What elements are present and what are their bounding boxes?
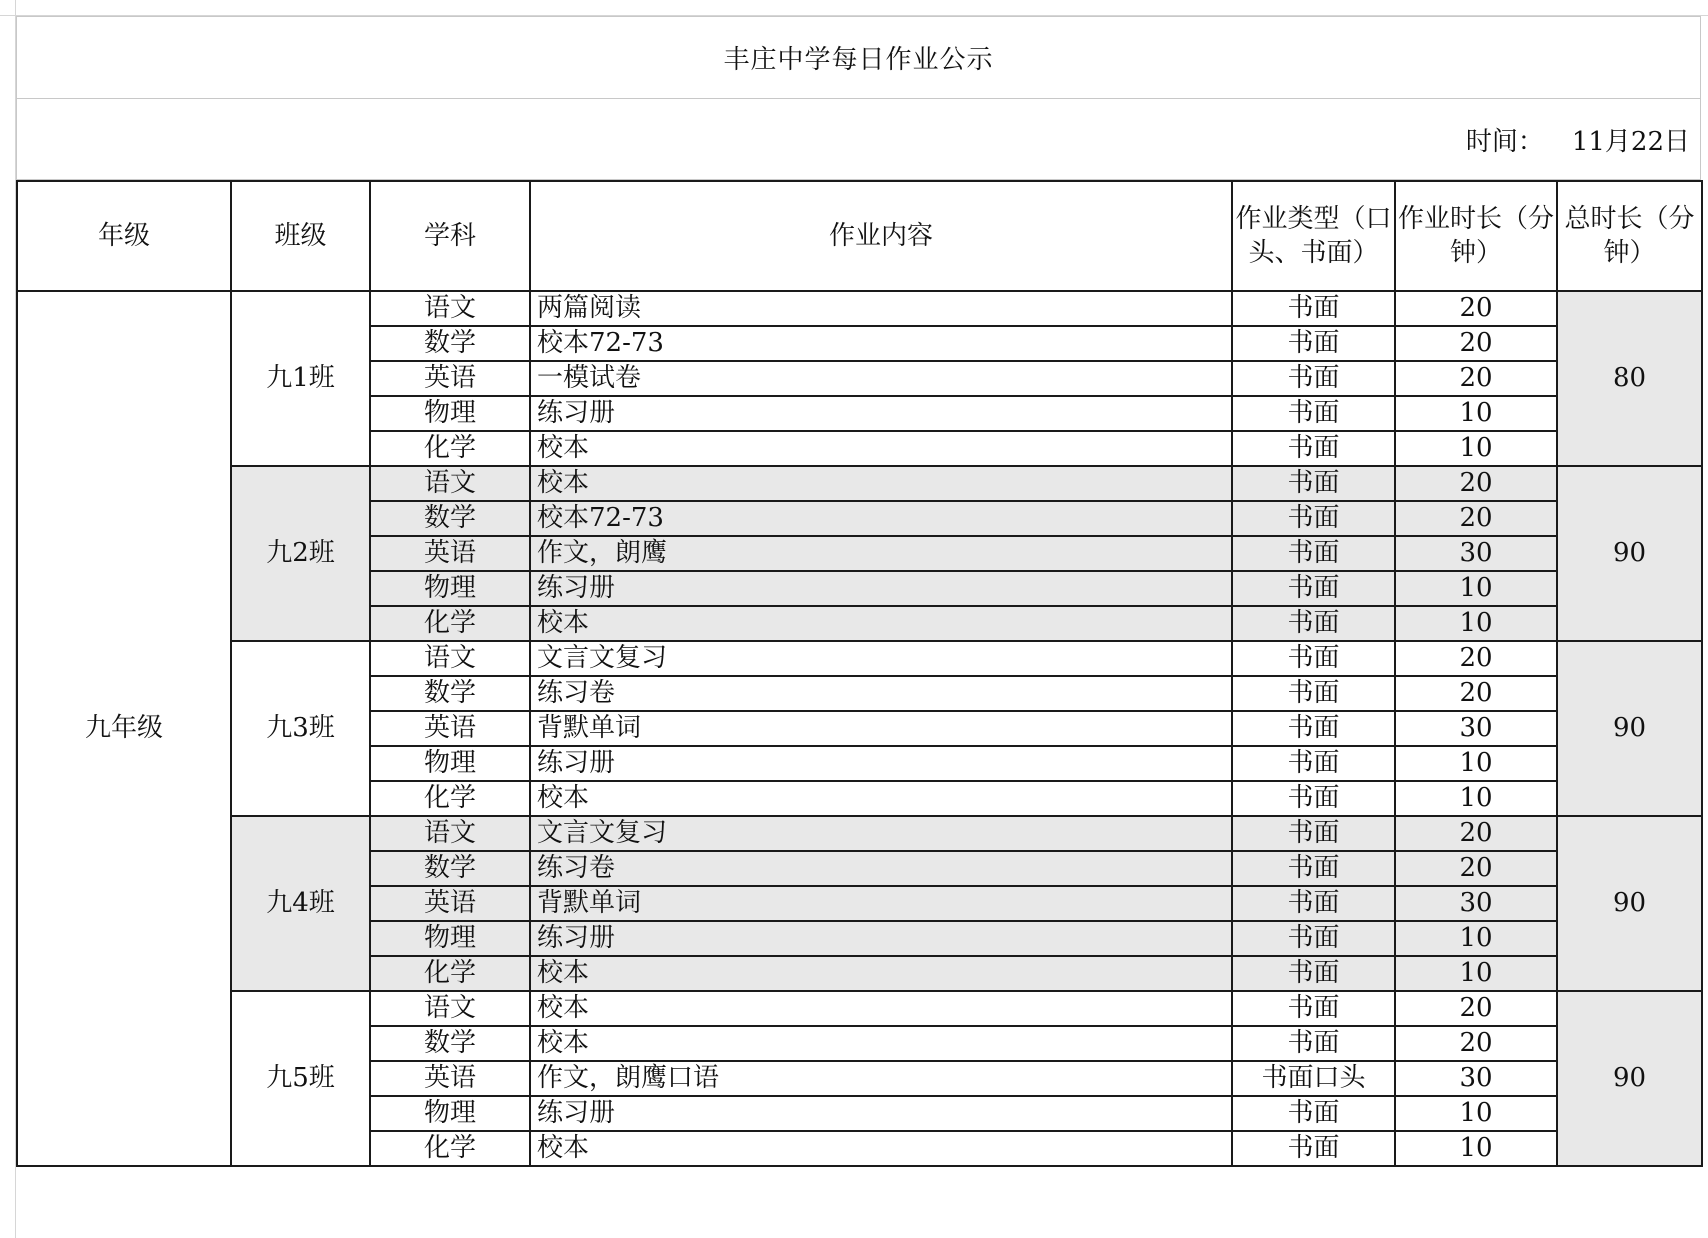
header-type: 作业类型（口头、书面） — [1232, 181, 1395, 291]
content-cell: 校本 — [530, 1026, 1232, 1061]
type-cell: 书面 — [1232, 816, 1395, 851]
duration-cell: 20 — [1395, 361, 1557, 396]
class-cell: 九4班 — [231, 816, 370, 991]
type-cell: 书面 — [1232, 711, 1395, 746]
type-cell: 书面口头 — [1232, 1061, 1395, 1096]
duration-cell: 20 — [1395, 991, 1557, 1026]
content-cell: 校本72-73 — [530, 326, 1232, 361]
subject-cell: 化学 — [370, 956, 530, 991]
type-cell: 书面 — [1232, 641, 1395, 676]
duration-cell: 10 — [1395, 746, 1557, 781]
subject-cell: 英语 — [370, 361, 530, 396]
header-content: 作业内容 — [530, 181, 1232, 291]
total-cell: 80 — [1557, 291, 1702, 466]
content-cell: 练习册 — [530, 571, 1232, 606]
duration-cell: 10 — [1395, 1131, 1557, 1166]
header-class: 班级 — [231, 181, 370, 291]
duration-cell: 10 — [1395, 431, 1557, 466]
type-cell: 书面 — [1232, 361, 1395, 396]
homework-table — [16, 180, 1703, 1167]
content-cell: 校本 — [530, 466, 1232, 501]
content-cell: 作文，朗鹰口语 — [530, 1061, 1232, 1096]
duration-cell: 10 — [1395, 396, 1557, 431]
duration-cell: 20 — [1395, 851, 1557, 886]
header-total: 总时长（分钟） — [1557, 181, 1702, 291]
header-grade: 年级 — [17, 181, 231, 291]
subject-cell: 语文 — [370, 466, 530, 501]
sheet-gridline-left — [0, 0, 16, 1238]
content-cell: 校本 — [530, 1131, 1232, 1166]
duration-cell: 20 — [1395, 1026, 1557, 1061]
grade-cell: 九年级 — [17, 291, 231, 1166]
content-cell: 文言文复习 — [530, 816, 1232, 851]
content-cell: 校本 — [530, 956, 1232, 991]
content-cell: 校本 — [530, 606, 1232, 641]
subject-cell: 数学 — [370, 501, 530, 536]
type-cell: 书面 — [1232, 606, 1395, 641]
table-row — [17, 641, 1702, 676]
duration-cell: 20 — [1395, 501, 1557, 536]
total-cell: 90 — [1557, 466, 1702, 641]
subject-cell: 语文 — [370, 291, 530, 326]
duration-cell: 30 — [1395, 536, 1557, 571]
content-cell: 练习册 — [530, 396, 1232, 431]
subject-cell: 化学 — [370, 781, 530, 816]
type-cell: 书面 — [1232, 1026, 1395, 1061]
subject-cell: 语文 — [370, 991, 530, 1026]
content-cell: 练习册 — [530, 746, 1232, 781]
header-subject: 学科 — [370, 181, 530, 291]
class-cell: 九3班 — [231, 641, 370, 816]
type-cell: 书面 — [1232, 431, 1395, 466]
header-duration: 作业时长（分钟） — [1395, 181, 1557, 291]
duration-cell: 20 — [1395, 676, 1557, 711]
type-cell: 书面 — [1232, 536, 1395, 571]
subject-cell: 英语 — [370, 536, 530, 571]
date-label: 时间： — [1465, 126, 1544, 157]
duration-cell: 20 — [1395, 816, 1557, 851]
subject-cell: 英语 — [370, 1061, 530, 1096]
content-cell: 校本 — [530, 431, 1232, 466]
type-cell: 书面 — [1232, 466, 1395, 501]
type-cell: 书面 — [1232, 571, 1395, 606]
subject-cell: 数学 — [370, 326, 530, 361]
type-cell: 书面 — [1232, 921, 1395, 956]
content-cell: 作文，朗鹰 — [530, 536, 1232, 571]
duration-cell: 20 — [1395, 466, 1557, 501]
content-cell: 校本72-73 — [530, 501, 1232, 536]
type-cell: 书面 — [1232, 396, 1395, 431]
table-header-row — [17, 181, 1702, 291]
table-row — [17, 291, 1702, 326]
content-cell: 练习卷 — [530, 851, 1232, 886]
duration-cell: 10 — [1395, 956, 1557, 991]
subject-cell: 物理 — [370, 396, 530, 431]
date-value: 11月22日 — [1571, 126, 1690, 157]
class-cell: 九2班 — [231, 466, 370, 641]
table-body — [17, 291, 1702, 1166]
total-cell: 90 — [1557, 641, 1702, 816]
table-row — [17, 466, 1702, 501]
duration-cell: 20 — [1395, 641, 1557, 676]
subject-cell: 语文 — [370, 816, 530, 851]
content-cell: 校本 — [530, 781, 1232, 816]
duration-cell: 10 — [1395, 1096, 1557, 1131]
total-cell: 90 — [1557, 816, 1702, 991]
duration-cell: 30 — [1395, 711, 1557, 746]
class-cell: 九1班 — [231, 291, 370, 466]
header-block — [16, 16, 1701, 180]
content-cell: 练习册 — [530, 1096, 1232, 1131]
content-cell: 校本 — [530, 991, 1232, 1026]
content-cell: 背默单词 — [530, 886, 1232, 921]
total-cell: 90 — [1557, 991, 1702, 1166]
subject-cell: 物理 — [370, 746, 530, 781]
subject-cell: 化学 — [370, 606, 530, 641]
subject-cell: 化学 — [370, 1131, 530, 1166]
duration-cell: 20 — [1395, 291, 1557, 326]
type-cell: 书面 — [1232, 501, 1395, 536]
subject-cell: 物理 — [370, 921, 530, 956]
subject-cell: 数学 — [370, 676, 530, 711]
duration-cell: 10 — [1395, 781, 1557, 816]
table-row — [17, 991, 1702, 1026]
subject-cell: 数学 — [370, 851, 530, 886]
table-row — [17, 816, 1702, 851]
content-cell: 文言文复习 — [530, 641, 1232, 676]
type-cell: 书面 — [1232, 326, 1395, 361]
date-row — [17, 99, 1700, 179]
type-cell: 书面 — [1232, 956, 1395, 991]
type-cell: 书面 — [1232, 291, 1395, 326]
subject-cell: 英语 — [370, 886, 530, 921]
content-cell: 一模试卷 — [530, 361, 1232, 396]
type-cell: 书面 — [1232, 851, 1395, 886]
class-cell: 九5班 — [231, 991, 370, 1166]
duration-cell: 10 — [1395, 606, 1557, 641]
type-cell: 书面 — [1232, 746, 1395, 781]
content-cell: 练习卷 — [530, 676, 1232, 711]
subject-cell: 物理 — [370, 1096, 530, 1131]
subject-cell: 语文 — [370, 641, 530, 676]
subject-cell: 数学 — [370, 1026, 530, 1061]
type-cell: 书面 — [1232, 676, 1395, 711]
content-cell: 背默单词 — [530, 711, 1232, 746]
page-title: 丰庄中学每日作业公示 — [17, 17, 1700, 99]
subject-cell: 物理 — [370, 571, 530, 606]
duration-cell: 10 — [1395, 571, 1557, 606]
type-cell: 书面 — [1232, 781, 1395, 816]
content-cell: 练习册 — [530, 921, 1232, 956]
subject-cell: 英语 — [370, 711, 530, 746]
sheet-gridline-top — [0, 0, 1708, 16]
type-cell: 书面 — [1232, 886, 1395, 921]
duration-cell: 10 — [1395, 921, 1557, 956]
type-cell: 书面 — [1232, 991, 1395, 1026]
duration-cell: 30 — [1395, 886, 1557, 921]
subject-cell: 化学 — [370, 431, 530, 466]
type-cell: 书面 — [1232, 1096, 1395, 1131]
duration-cell: 30 — [1395, 1061, 1557, 1096]
content-cell: 两篇阅读 — [530, 291, 1232, 326]
duration-cell: 20 — [1395, 326, 1557, 361]
type-cell: 书面 — [1232, 1131, 1395, 1166]
